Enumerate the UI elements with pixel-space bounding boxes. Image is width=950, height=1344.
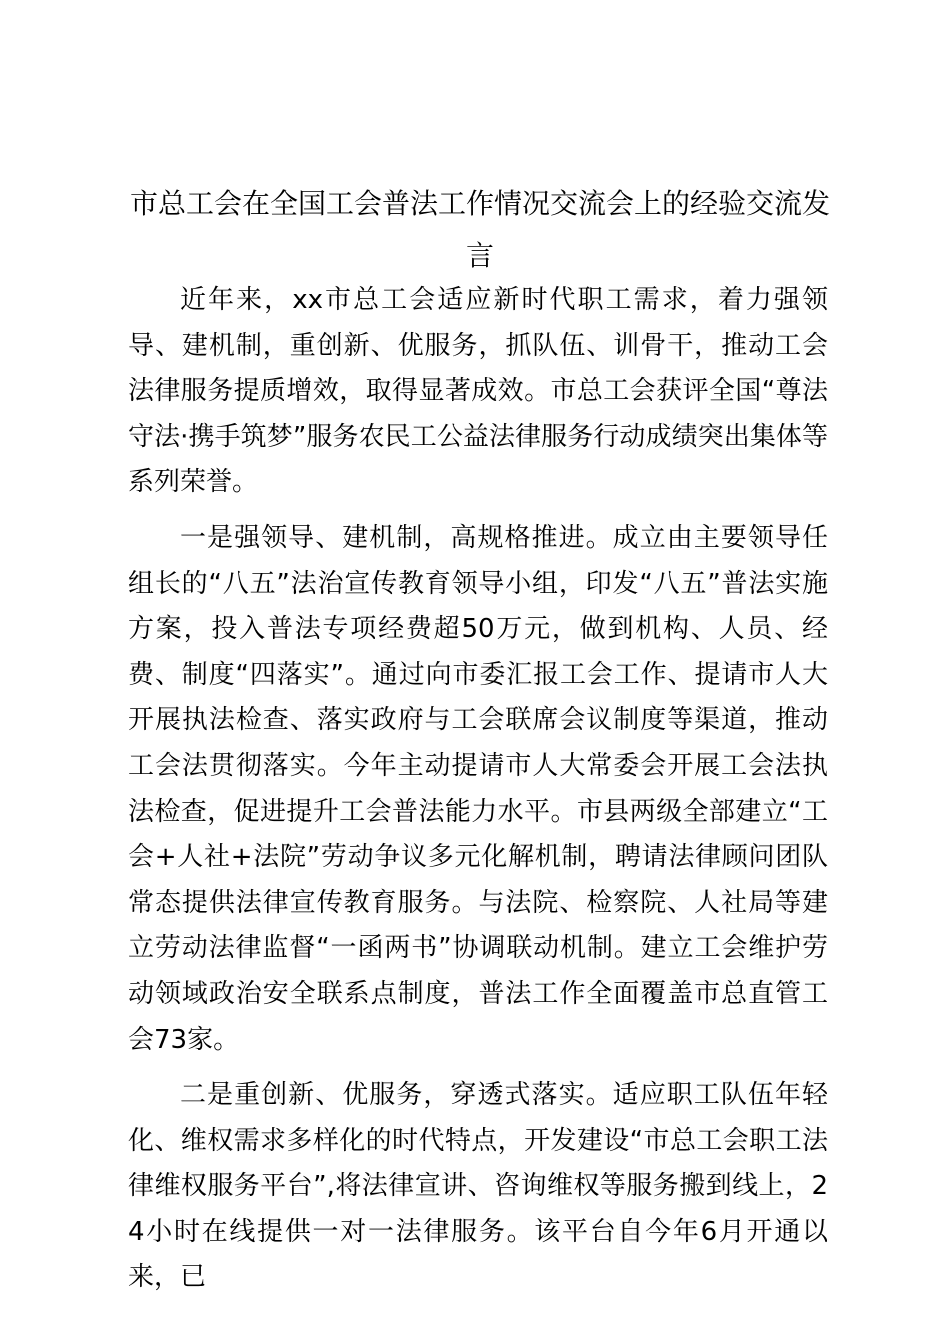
document-title: 市总工会在全国工会普法工作情况交流会上的经验交流发言	[129, 187, 830, 272]
paragraph-section-one: 一是强领导、建机制，高规格推进。成立由主要领导任组长的“八五”法治宣传教育领导小组，印发“八五”普法实施方案，投入普法专项经费超50万元，做到机构、人员、经费、制度“四落实”。通过向市委汇报工会工作、提请市人大开展执法检查、落实政府与工会联席会议制度等渠道，推动工会法贯彻落实。今年主动提请市人大常委会开展工会法执法检查，促进提升工会普法能力水平。市县两级全部建立“工会+人社+法院”劳动争议多元化解机制，聘请法律顾问团队常态提供法律宣传教育服务。与法院、检察院、人社局等建立劳动法律监督“一函两书”协调联动机制。建立工会维护劳动领域政治安全联系点制度，普法工作全面覆盖市总直管工会73家。	[128, 522, 828, 1055]
paragraph-intro: 近年来，xx市总工会适应新时代职工需求，着力强领导、建机制，重创新、优服务，抓队伍、训骨干，推动工会法律服务提质增效，取得显著成效。市总工会获评全国“尊法守法·携手筑梦”服务农民工公益法律服务行动成绩突出集体等系列荣誉。	[128, 285, 828, 498]
paragraph-section-two: 二是重创新、优服务，穿透式落实。适应职工队伍年轻化、维权需求多样化的时代特点，开发建设“市总工会职工法律维权服务平台”,将法律宣讲、咨询维权等服务搬到线上，24小时在线提供一对一法律服务。该平台自今年6月开通以来，已	[128, 1080, 828, 1293]
document-body	[128, 278, 828, 1301]
